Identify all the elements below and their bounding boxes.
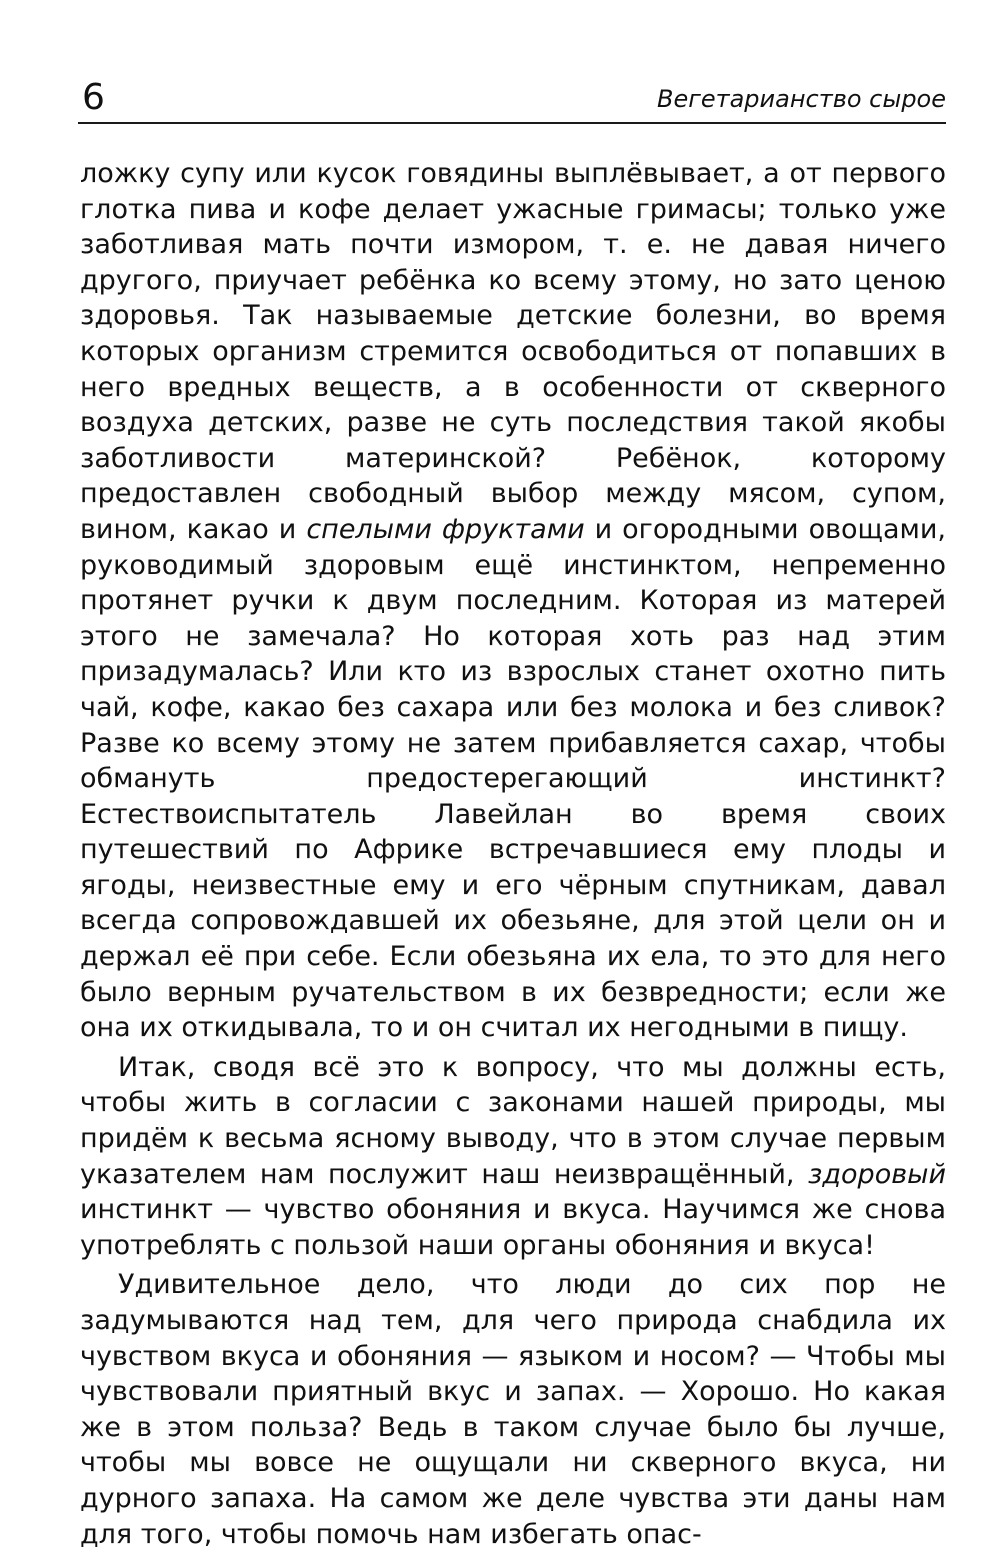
- paragraph-1-text-a: ложку супу или кусок говядины выплёвывает, а от первого глотка пива и кофе делает ужасные гримасы; только уже заботливая мать почти измором, т. е. не давая ничего другого, приучает ребёнка ко всему этому, но зато ценою здоровья. Так называемые детские болезни, во время которых организм стремится освободиться от попавших в него вредных веществ, а в особенности от скверного воздуха детских, разве не суть последствия такой якобы заботливости материнской? Ребёнок, которому предоставлен свободный выбор между мясом, супом, вином, какао и: [80, 158, 946, 545]
- paragraph-1-text-b: и огородными овощами, руководимый здоровым ещё инстинктом, непременно протянет ручки к двум последним. Которая из матерей этого не замечала? Но которая хоть раз над этим призадумалась? Или кто из взрослых станет охотно пить чай, кофе, какао без сахара или без молока и без сливок? Разве ко всему этому не затем прибавляется сахар, чтобы обмануть предостерегающий инстинкт? Естествоиспытатель Лавейлан во время своих путешествий по Африке встречавшиеся ему плоды и ягоды, неизвестные ему и его чёрным спутникам, давал всегда сопровождавшей их обезьяне, для этой цели он и держал её при себе. Если обезьяна их ела, то это для него было верным ручательством в их безвредности; если же она их откидывала, то и он считал их негодными в пищу.: [80, 513, 946, 1044]
- paragraph-2: [80, 1050, 946, 1264]
- paragraph-1-italic-phrase: спелыми фруктами: [306, 513, 585, 545]
- paragraph-2-text-a: Итак, сводя всё это к вопросу, что мы должны есть, чтобы жить в согласии с законами нашей природы, мы придём к весьма ясному выводу, что в этом случае первым указателем нам послужит наш неизвращённый,: [80, 1051, 946, 1190]
- paragraph-2-text-b: инстинкт — чувство обоняния и вкуса. Научимся же снова употреблять с пользой наши органы обоняния и вкуса!: [80, 1194, 946, 1261]
- page-number: 6: [82, 77, 105, 118]
- running-title: Вегетарианство сырое: [657, 85, 946, 113]
- page-header: [78, 70, 946, 124]
- paragraph-3: [80, 1267, 946, 1552]
- paragraph-1: [80, 156, 946, 1046]
- paragraph-3-text: Удивительное дело, что люди до сих пор не задумываются над тем, для чего природа снабдила их чувством вкуса и обоняния — языком и носом? — Чтобы мы чувствовали приятный вкус и запах. — Хорошо. Но какая же в этом польза? Ведь в таком случае было бы лучше, чтобы мы вовсе не ощущали ни скверного вкуса, ни дурного запаха. На самом же деле чувства эти даны нам для того, чтобы помочь нам избегать опас-: [80, 1269, 946, 1550]
- body-text: [80, 156, 946, 1552]
- paragraph-2-italic-word: здоровый: [808, 1158, 946, 1190]
